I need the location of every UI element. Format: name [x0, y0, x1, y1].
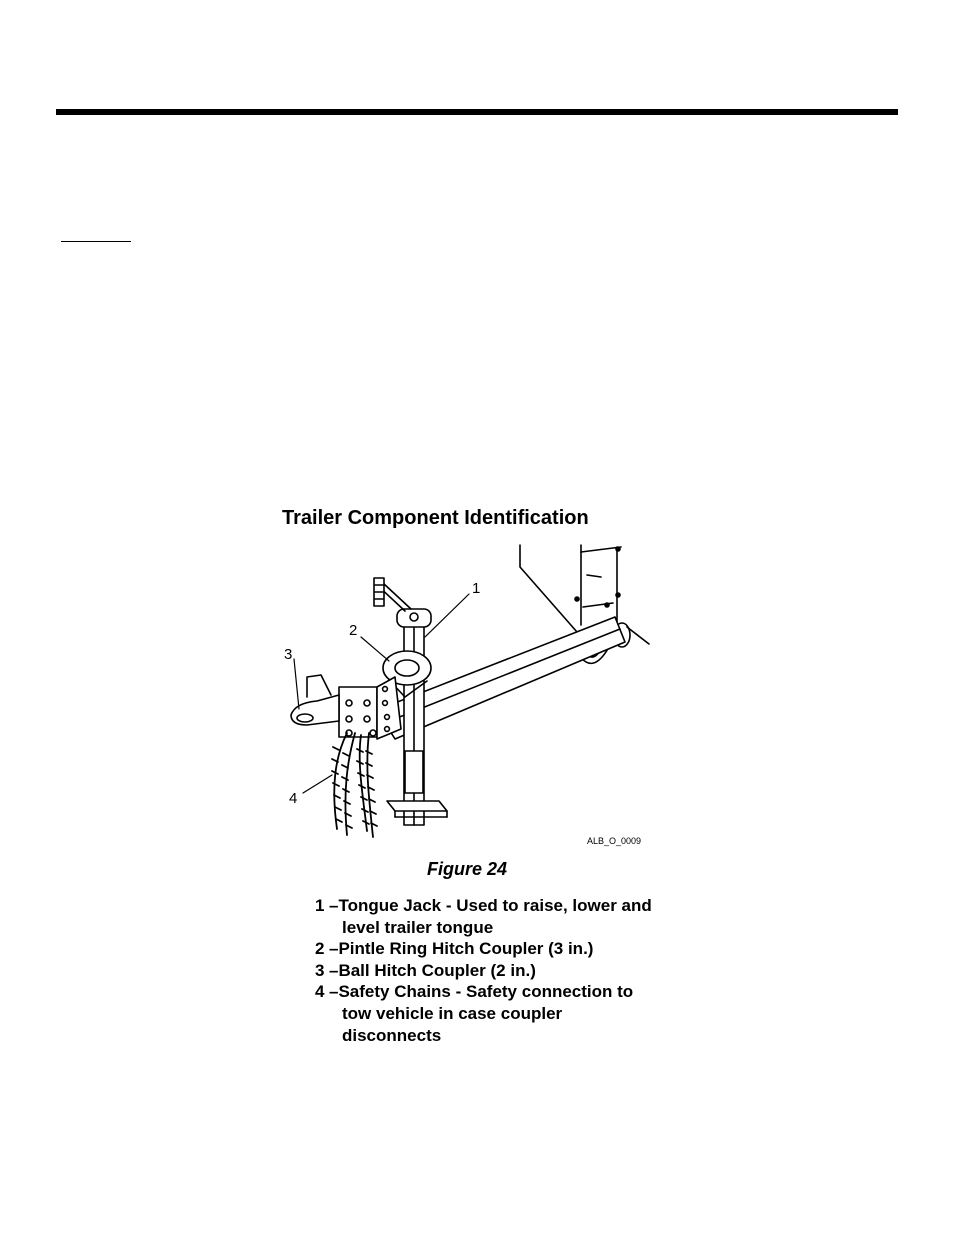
figure-title: Trailer Component Identification — [282, 507, 589, 529]
legend-number: 4 — [315, 982, 325, 1002]
figure-caption: Figure 24 — [426, 859, 508, 879]
drawing-code: ALB_O_0009 — [587, 836, 642, 846]
legend-text: –Ball Hitch Coupler (2 in.) — [329, 960, 536, 980]
callout-3: 3 — [284, 646, 293, 663]
legend-text: –Tongue Jack - Used to raise, lower and level trailer tongue — [329, 896, 652, 937]
hitch-bracket — [339, 677, 401, 739]
legend-number: 3 — [315, 960, 325, 980]
component-legend — [315, 895, 655, 1046]
legend-item — [315, 960, 655, 982]
trailer-figure — [277, 497, 657, 1065]
callout-4: 4 — [289, 790, 298, 807]
callout-2: 2 — [349, 622, 358, 639]
legend-item — [315, 938, 655, 960]
legend-text: –Safety Chains - Safety connection to tow vehicle in case coupler disconnects — [329, 982, 634, 1045]
legend-number: 1 — [315, 896, 325, 915]
safety-chains — [332, 733, 377, 837]
header-rule — [56, 109, 898, 115]
section-underline — [61, 241, 131, 242]
legend-number: 2 — [315, 939, 325, 959]
legend-item — [315, 981, 655, 1046]
legend-item — [315, 895, 655, 938]
trailer-tongue-drawing — [277, 537, 657, 857]
callout-1: 1 — [472, 580, 481, 597]
legend-text: –Pintle Ring Hitch Coupler (3 in.) — [329, 939, 594, 959]
